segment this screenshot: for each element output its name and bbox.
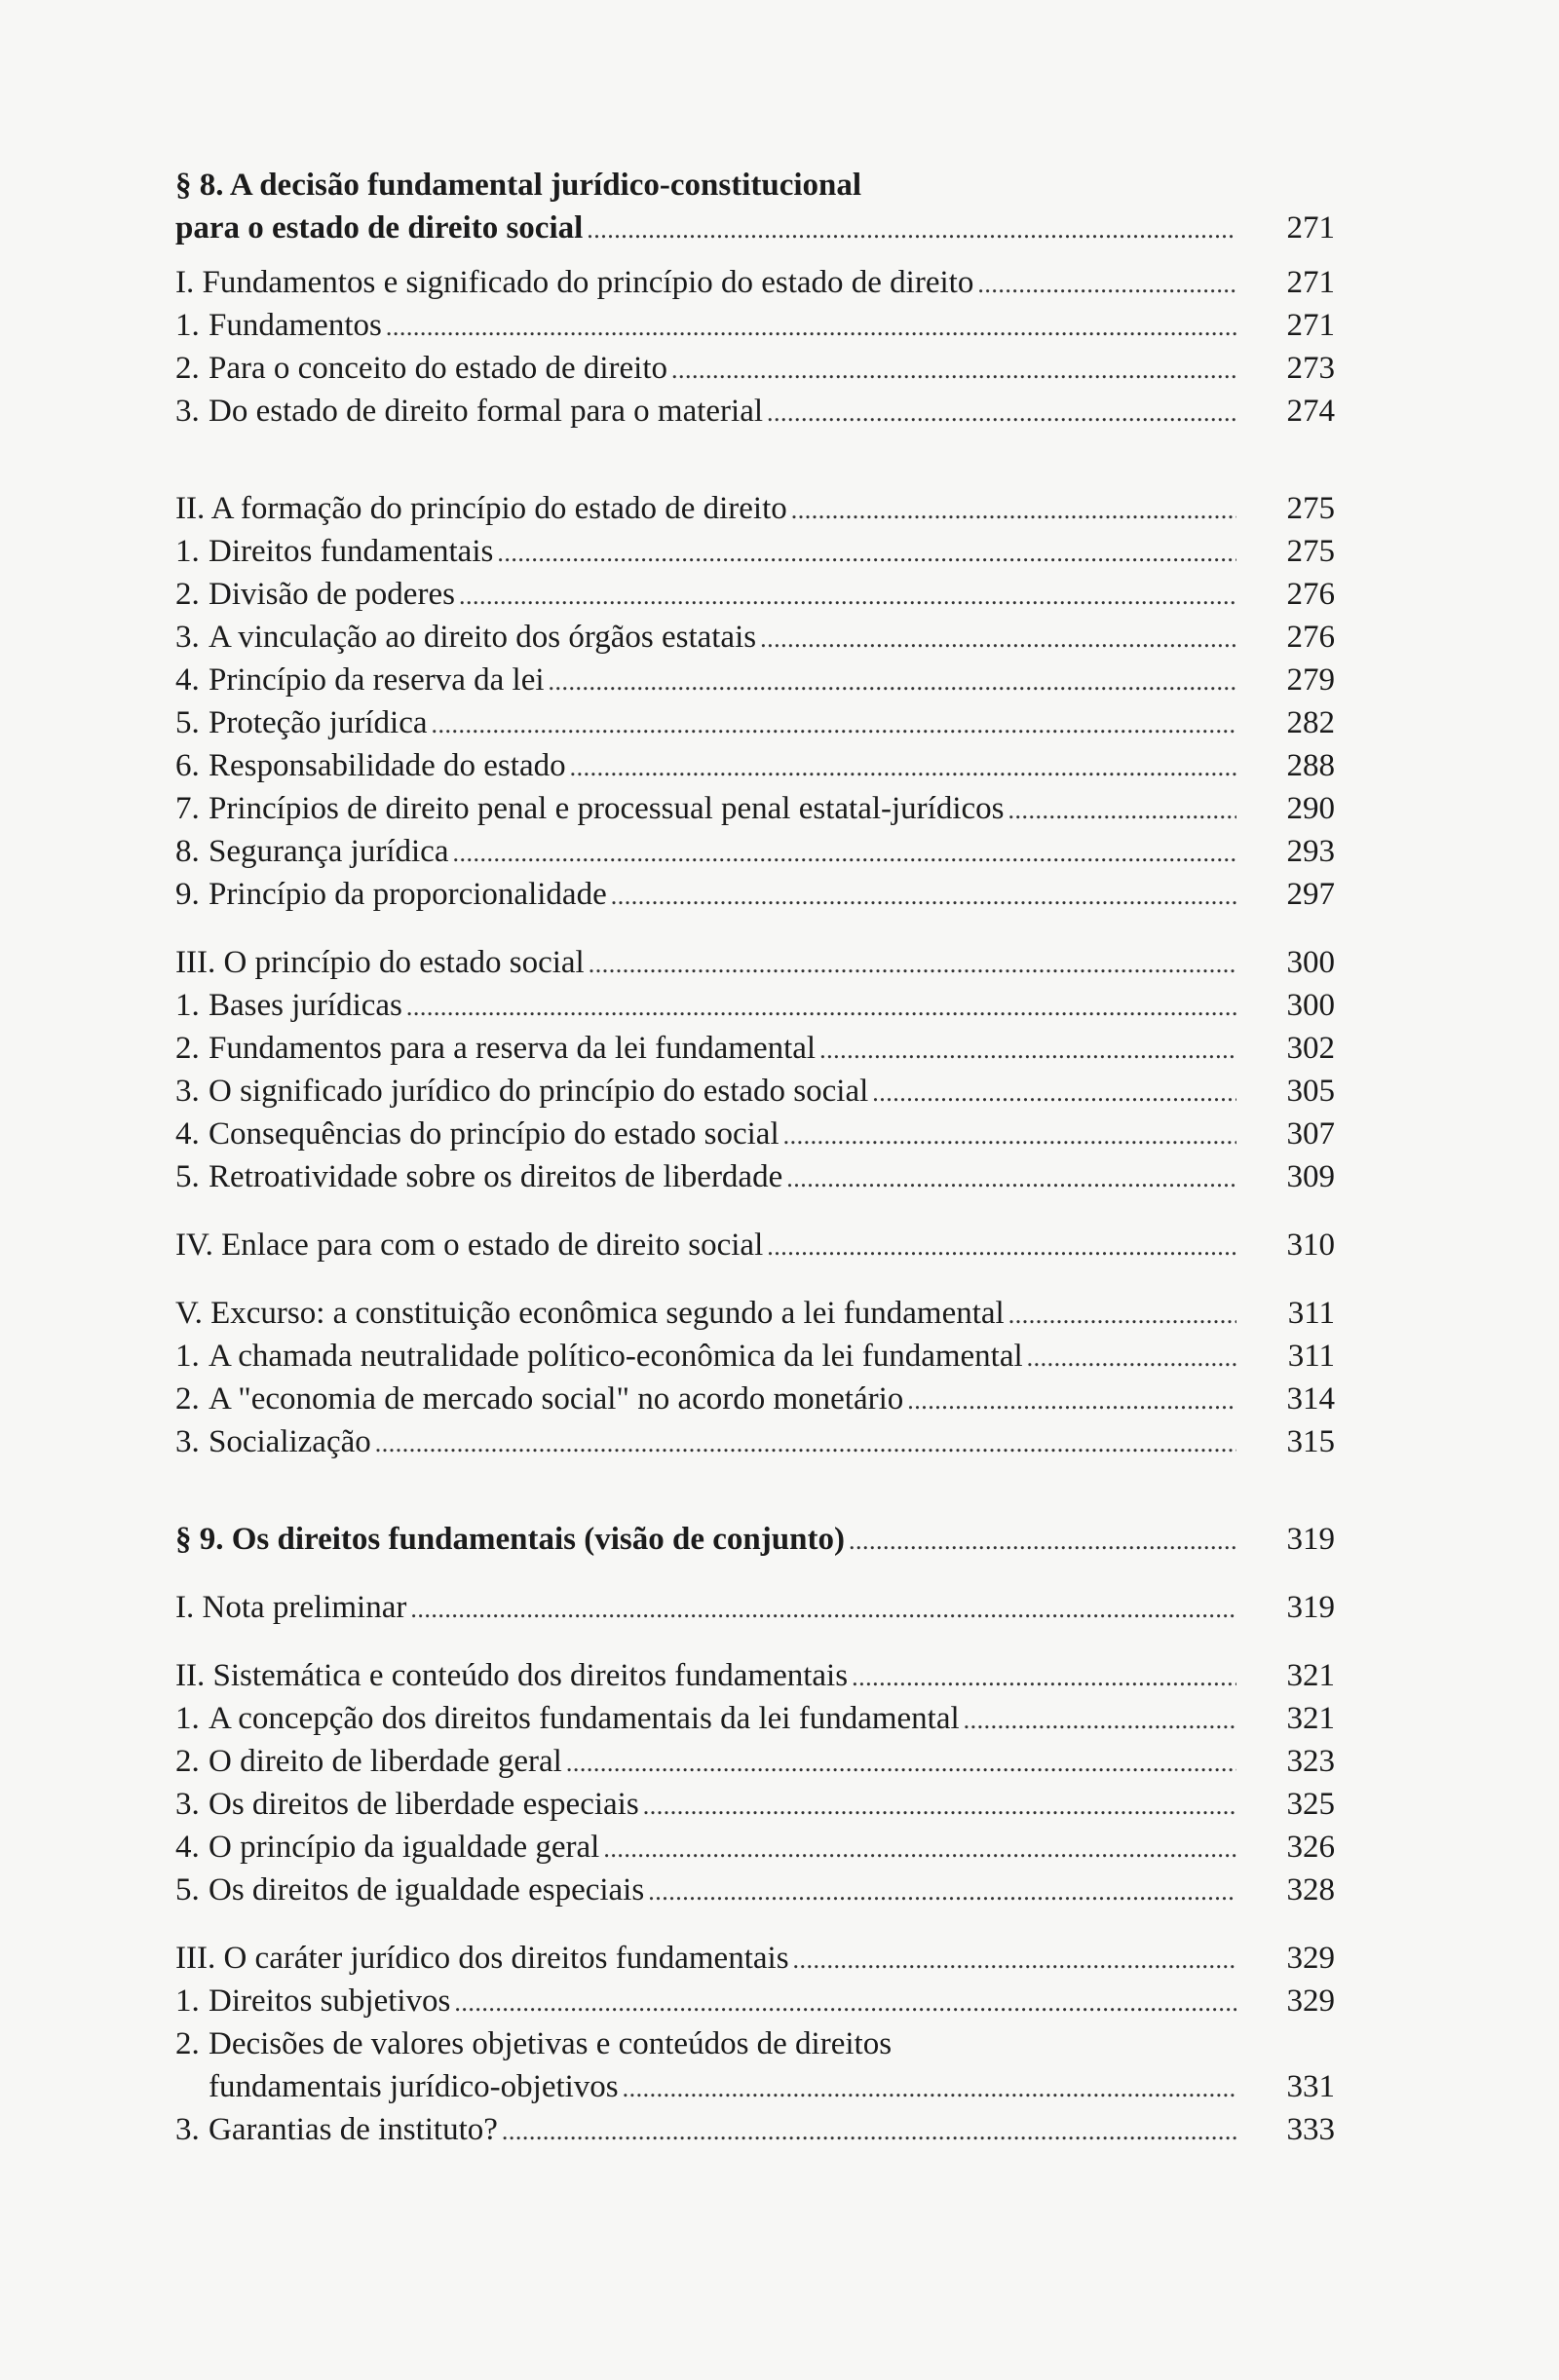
- page-number: 271: [1286, 210, 1335, 246]
- toc-entry: 3. O significado jurídico do princípio do estado social . . . 305: [175, 1070, 1335, 1113]
- toc-entry-continuation: fundamentais jurídico-objetivos . . . 331: [175, 2065, 1335, 2108]
- toc-entry-heading: I. Fundamentos e significado do princípio do estado de direito . . . 271: [175, 261, 1335, 304]
- toc-entry: 9. Princípio da proporcionalidade . . . 297: [175, 873, 1335, 916]
- section-9-title: § 9. Os direitos fundamentais (visão de conjunto) . . . 319: [175, 1518, 1335, 1561]
- toc-entry: 6. Responsabilidade do estado . . . 288: [175, 744, 1335, 787]
- toc-entry: 2. Para o conceito do estado de direito . . . 273: [175, 347, 1335, 390]
- toc-entry: 3. Garantias de instituto? . . . 333: [175, 2108, 1335, 2151]
- toc-entry: 3. Socialização . . . 315: [175, 1420, 1335, 1463]
- leader-dots: [977, 263, 1236, 306]
- toc-entry-heading: I. Nota preliminar . . . 319: [175, 1586, 1335, 1629]
- toc-entry: 5. Os direitos de igualdade especiais . . . 328: [175, 1869, 1335, 1911]
- toc-entry: 4. Princípio da reserva da lei . . . 279: [175, 659, 1335, 701]
- toc-entry: 1. A chamada neutralidade político-econômica da lei fundamental . . . 311: [175, 1335, 1335, 1378]
- toc-entry-heading: IV. Enlace para com o estado de direito social . . . 310: [175, 1224, 1335, 1266]
- leader-dots: [587, 208, 1236, 251]
- section-8-title-line-2: para o estado de direito social . . . 271: [175, 207, 1335, 249]
- section-8-title-line-1: § 8. A decisão fundamental jurídico-constitucional: [175, 168, 862, 203]
- toc-entry: 8. Segurança jurídica . . . 293: [175, 830, 1335, 873]
- toc-entry: 4. O princípio da igualdade geral . . . 326: [175, 1826, 1335, 1869]
- toc-entry-heading: III. O caráter jurídico dos direitos fundamentais . . . 329: [175, 1937, 1335, 1980]
- toc-entry: 3. A vinculação ao direito dos órgãos estatais . . . 276: [175, 616, 1335, 659]
- toc-entry: 3. Os direitos de liberdade especiais . . . 325: [175, 1783, 1335, 1826]
- toc-entry: 2. Decisões de valores objetivas e conteúdos de direitos: [175, 2026, 893, 2061]
- toc-entry: 1. A concepção dos direitos fundamentais da lei fundamental . . . 321: [175, 1697, 1335, 1740]
- toc-entry: 1. Direitos fundamentais . . . 275: [175, 530, 1335, 573]
- toc-entry-heading: II. A formação do princípio do estado de direito . . . 275: [175, 487, 1335, 530]
- toc-entry-heading: II. Sistemática e conteúdo dos direitos fundamentais . . . 321: [175, 1654, 1335, 1697]
- toc-entry: 2. A "economia de mercado social" no acordo monetário . . . 314: [175, 1378, 1335, 1420]
- toc-entry: 1. Bases jurídicas . . . 300: [175, 984, 1335, 1027]
- toc-entry: 7. Princípios de direito penal e processual penal estatal-jurídicos . . . 290: [175, 787, 1335, 830]
- toc-entry: 1. Fundamentos . . . 271: [175, 304, 1335, 347]
- table-of-contents: [175, 164, 1335, 2151]
- toc-entry: 4. Consequências do princípio do estado social . . . 307: [175, 1113, 1335, 1155]
- toc-entry: 2. Divisão de poderes . . . 276: [175, 573, 1335, 616]
- toc-entry: 2. Fundamentos para a reserva da lei fundamental . . . 302: [175, 1027, 1335, 1070]
- toc-entry: 5. Retroatividade sobre os direitos de liberdade . . . 309: [175, 1155, 1335, 1198]
- toc-entry: 5. Proteção jurídica . . . 282: [175, 701, 1335, 744]
- toc-entry-heading: V. Excurso: a constituição econômica segundo a lei fundamental . . . 311: [175, 1292, 1335, 1335]
- toc-entry: 1. Direitos subjetivos . . . 329: [175, 1980, 1335, 2022]
- toc-entry: 2. O direito de liberdade geral . . . 323: [175, 1740, 1335, 1783]
- toc-entry: 3. Do estado de direito formal para o material . . . 274: [175, 390, 1335, 433]
- toc-entry-heading: III. O princípio do estado social . . . 300: [175, 941, 1335, 984]
